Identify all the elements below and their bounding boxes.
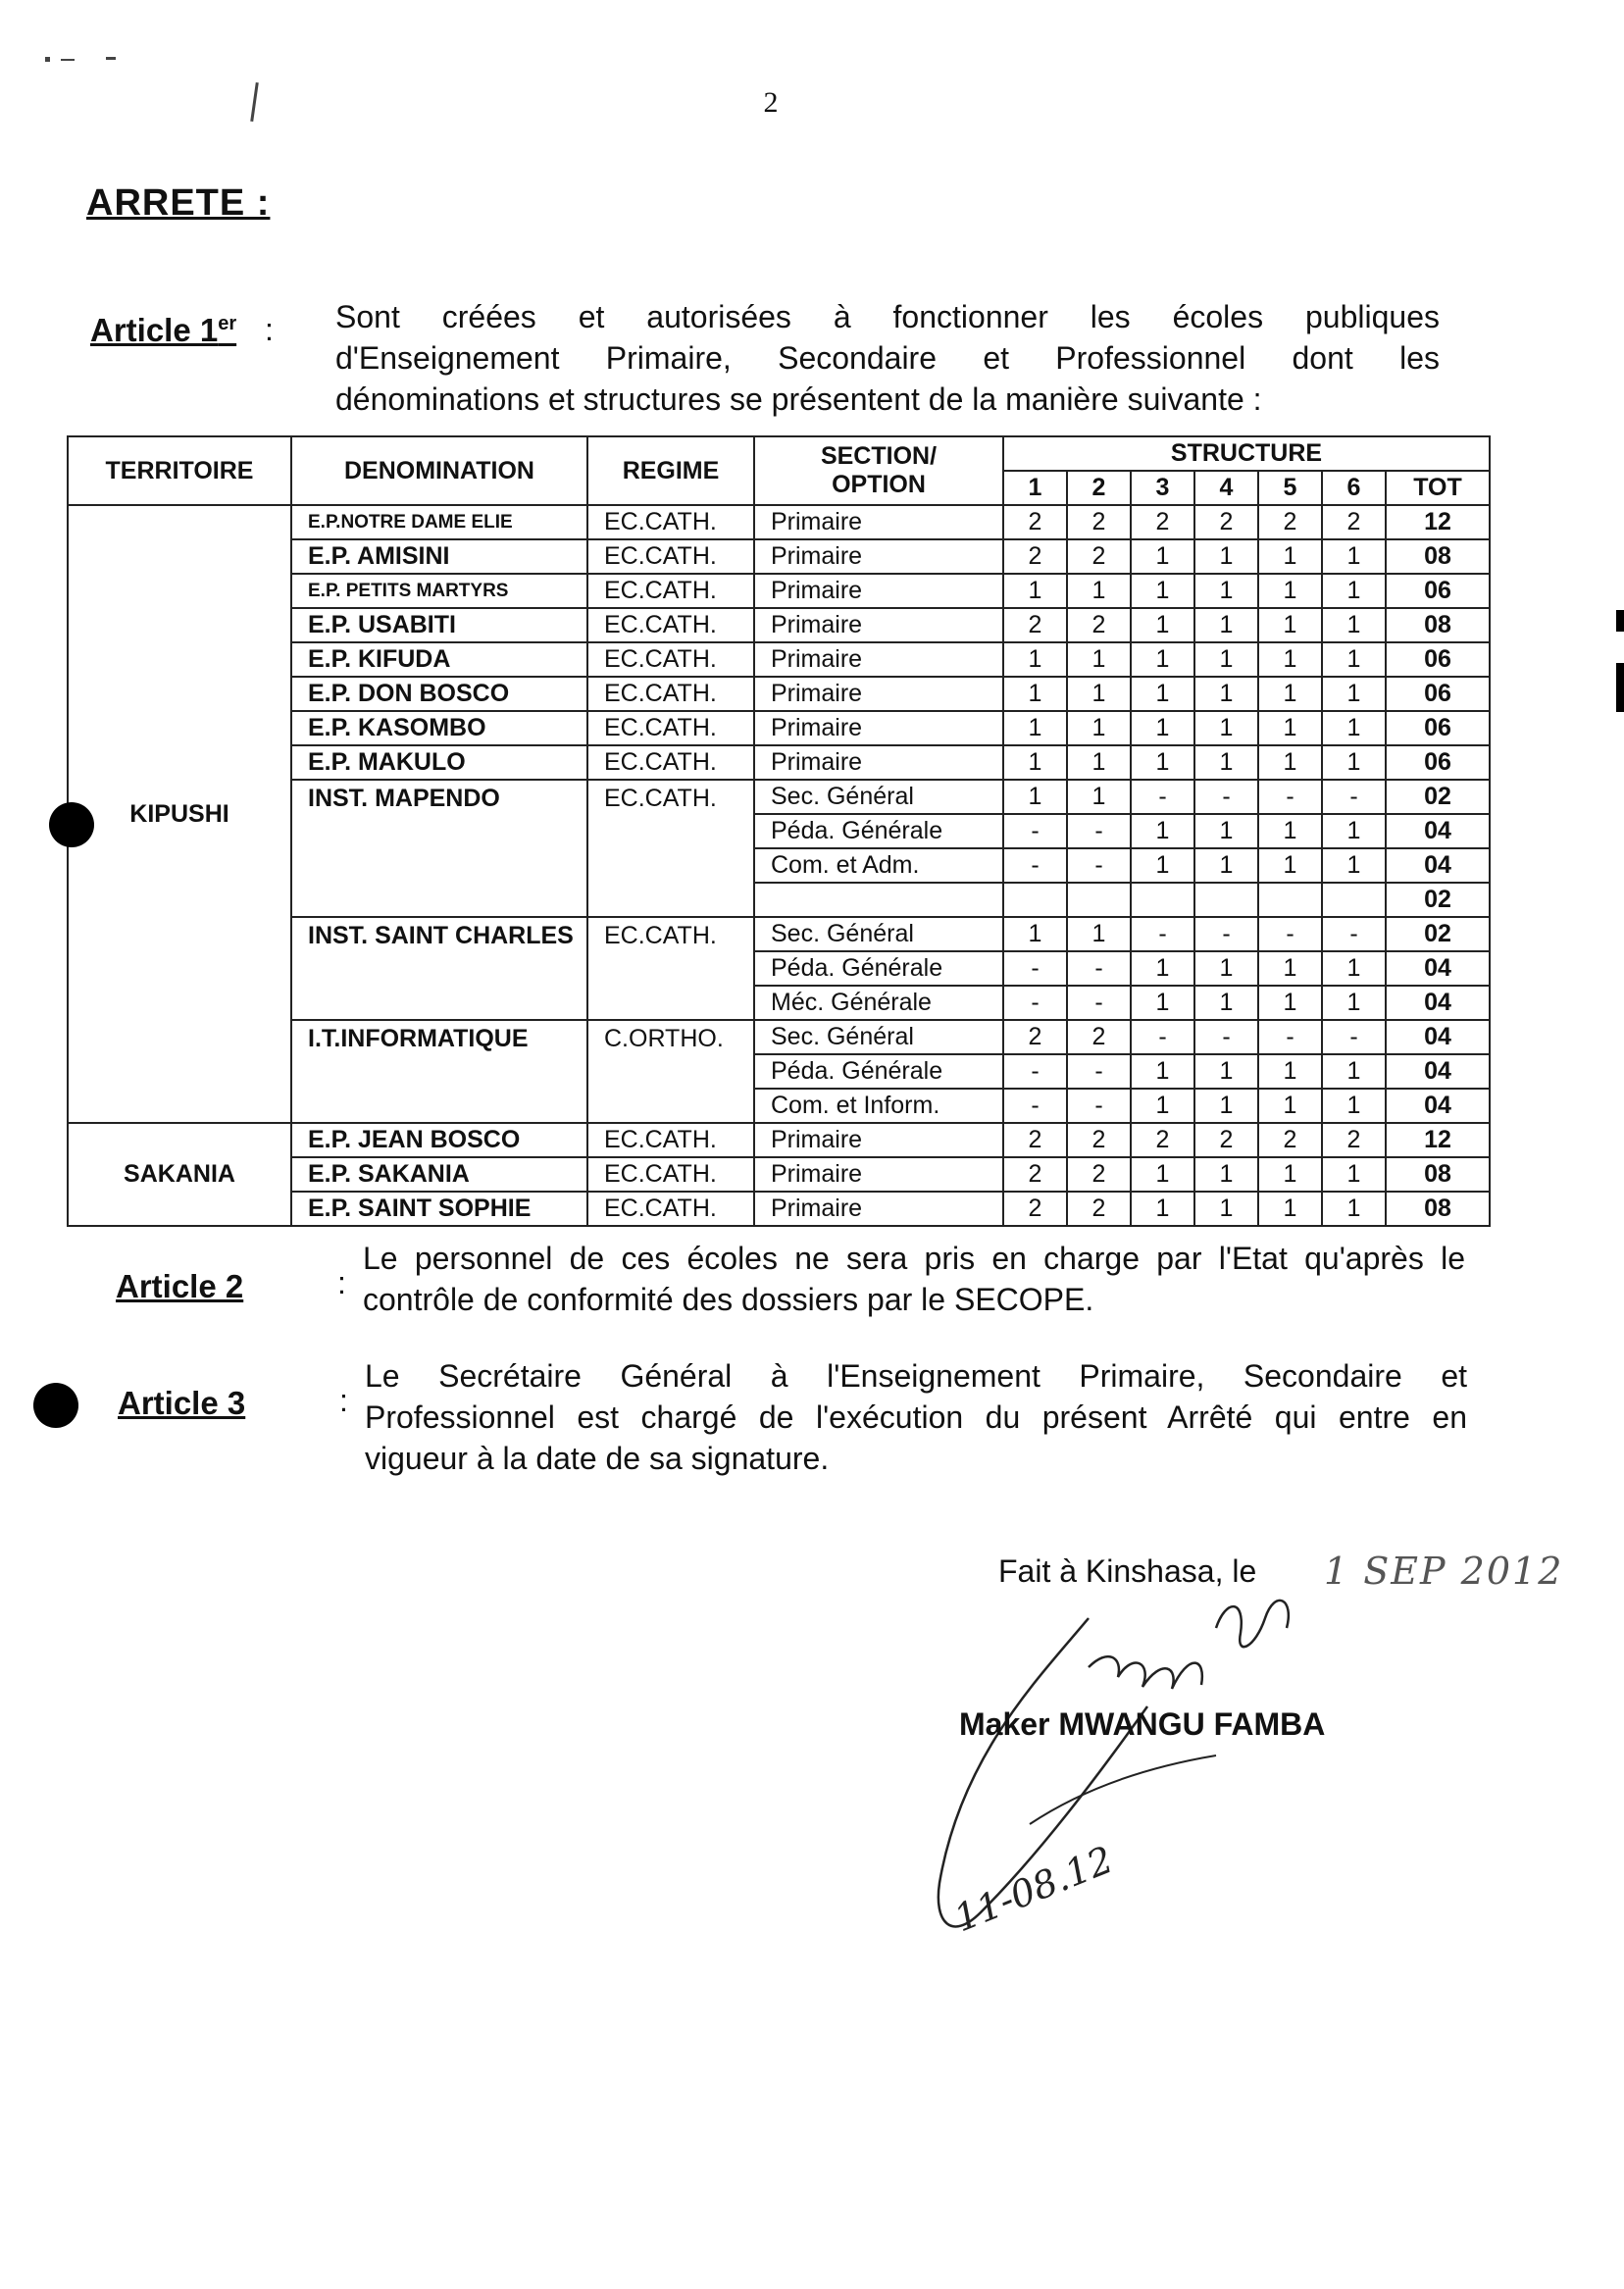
- structure-count-cell: -: [1131, 780, 1194, 814]
- structure-count-cell: -: [1258, 917, 1322, 951]
- article-1-line: dénominations et structures se présentent de la manière suivante :: [335, 382, 1262, 417]
- structure-count-cell: 2: [1003, 539, 1067, 574]
- structure-count-cell: 1: [1194, 539, 1258, 574]
- handwritten-signature: [922, 1559, 1471, 1952]
- scan-edge-mark: [1616, 663, 1624, 712]
- total-cell: 04: [1386, 814, 1490, 848]
- structure-count-cell: -: [1322, 780, 1386, 814]
- structure-count-cell: 1: [1131, 574, 1194, 608]
- structure-count-cell: 1: [1131, 1054, 1194, 1089]
- structure-count-cell: 1: [1194, 814, 1258, 848]
- section-option-cell: Com. et Inform.: [754, 1089, 1003, 1123]
- signatory-name: Maker MWANGU FAMBA: [959, 1706, 1326, 1742]
- structure-count-cell: 2: [1003, 1192, 1067, 1226]
- scan-speck: [61, 59, 75, 61]
- structure-count-cell: 2: [1067, 505, 1131, 539]
- territory-cell: SAKANIA: [68, 1123, 291, 1226]
- structure-count-cell: 1: [1322, 848, 1386, 883]
- structure-count-cell: 1: [1258, 677, 1322, 711]
- structure-count-cell: 2: [1067, 608, 1131, 642]
- regime-cell: EC.CATH.: [587, 505, 754, 539]
- header-col-1: 1: [1003, 471, 1067, 505]
- structure-count-cell: 1: [1003, 745, 1067, 780]
- structure-count-cell: 1: [1322, 814, 1386, 848]
- scan-edge-mark: [1616, 610, 1624, 632]
- scan-mark: [250, 82, 259, 122]
- header-col-4: 4: [1194, 471, 1258, 505]
- regime-cell: EC.CATH.: [587, 574, 754, 608]
- structure-count-cell: -: [1131, 917, 1194, 951]
- structure-count-cell: 1: [1258, 711, 1322, 745]
- structure-count-cell: 1: [1258, 951, 1322, 986]
- school-name-cell: E.P. PETITS MARTYRS: [291, 574, 587, 608]
- structure-count-cell: 1: [1131, 1089, 1194, 1123]
- structure-count-cell: 1: [1003, 917, 1067, 951]
- structure-count-cell: [1194, 883, 1258, 917]
- total-cell: 02: [1386, 883, 1490, 917]
- page-heading: ARRETE :: [86, 182, 271, 224]
- structure-table-container: [67, 435, 1489, 1227]
- school-name-cell: E.P.NOTRE DAME ELIE: [291, 505, 587, 539]
- structure-count-cell: 1: [1322, 677, 1386, 711]
- total-cell: 04: [1386, 1020, 1490, 1054]
- structure-count-cell: 1: [1194, 1054, 1258, 1089]
- structure-count-cell: 1: [1258, 1157, 1322, 1192]
- school-name-cell: E.P. USABITI: [291, 608, 587, 642]
- structure-count-cell: 1: [1258, 539, 1322, 574]
- structure-count-cell: -: [1003, 986, 1067, 1020]
- structure-count-cell: 2: [1067, 1020, 1131, 1054]
- school-name-cell: E.P. AMISINI: [291, 539, 587, 574]
- header-territoire: TERRITOIRE: [68, 436, 291, 505]
- structure-count-cell: 1: [1258, 1089, 1322, 1123]
- structure-count-cell: 1: [1322, 1192, 1386, 1226]
- section-option-cell: Primaire: [754, 608, 1003, 642]
- structure-count-cell: -: [1067, 951, 1131, 986]
- structure-count-cell: [1131, 883, 1194, 917]
- structure-count-cell: -: [1322, 1020, 1386, 1054]
- article-3-colon: :: [339, 1383, 348, 1418]
- structure-count-cell: 1: [1003, 677, 1067, 711]
- structure-count-cell: 1: [1258, 574, 1322, 608]
- structure-count-cell: -: [1067, 1054, 1131, 1089]
- total-cell: 04: [1386, 951, 1490, 986]
- structure-count-cell: 2: [1067, 1192, 1131, 1226]
- structure-count-cell: 1: [1131, 1192, 1194, 1226]
- article-1-label-sup: er: [218, 313, 237, 334]
- section-option-cell: Primaire: [754, 711, 1003, 745]
- article-2-line: Le personnel de ces écoles ne sera pris en charge par l'Etat qu'après le: [363, 1241, 1465, 1276]
- total-cell: 04: [1386, 986, 1490, 1020]
- section-option-cell: Primaire: [754, 539, 1003, 574]
- section-option-cell: Primaire: [754, 505, 1003, 539]
- structure-count-cell: 1: [1194, 745, 1258, 780]
- structure-count-cell: 1: [1322, 1157, 1386, 1192]
- structure-count-cell: 2: [1003, 1020, 1067, 1054]
- section-option-cell: Primaire: [754, 1157, 1003, 1192]
- header-col-2: 2: [1067, 471, 1131, 505]
- structure-count-cell: 1: [1003, 780, 1067, 814]
- structure-count-cell: 1: [1003, 574, 1067, 608]
- structure-count-cell: 1: [1258, 1054, 1322, 1089]
- structure-count-cell: 1: [1322, 539, 1386, 574]
- structure-count-cell: 2: [1003, 608, 1067, 642]
- article-3-line: vigueur à la date de sa signature.: [365, 1441, 830, 1476]
- regime-cell: EC.CATH.: [587, 917, 754, 1020]
- structure-count-cell: 1: [1067, 745, 1131, 780]
- section-option-cell: Primaire: [754, 1192, 1003, 1226]
- total-cell: 06: [1386, 574, 1490, 608]
- header-section: SECTION/: [820, 442, 938, 470]
- article-1-line: d'Enseignement Primaire, Secondaire et Professionnel dont les: [335, 340, 1440, 376]
- total-cell: 08: [1386, 1192, 1490, 1226]
- structure-count-cell: 1: [1194, 642, 1258, 677]
- structure-count-cell: 2: [1322, 505, 1386, 539]
- structure-count-cell: -: [1194, 1020, 1258, 1054]
- structure-count-cell: 2: [1322, 1123, 1386, 1157]
- structure-count-cell: 1: [1258, 608, 1322, 642]
- section-option-cell: Méc. Générale: [754, 986, 1003, 1020]
- school-name-cell: I.T.INFORMATIQUE: [291, 1020, 587, 1123]
- structure-count-cell: 1: [1067, 917, 1131, 951]
- header-col-6: 6: [1322, 471, 1386, 505]
- structure-count-cell: 1: [1131, 745, 1194, 780]
- header-structure: STRUCTURE: [1003, 436, 1490, 471]
- structure-count-cell: 1: [1322, 986, 1386, 1020]
- structure-count-cell: 1: [1131, 642, 1194, 677]
- structure-count-cell: 1: [1258, 814, 1322, 848]
- structure-count-cell: [1322, 883, 1386, 917]
- structure-count-cell: 1: [1194, 677, 1258, 711]
- total-cell: 06: [1386, 711, 1490, 745]
- structure-count-cell: 1: [1194, 711, 1258, 745]
- article-3-label: Article 3: [118, 1385, 246, 1421]
- header-denomination: DENOMINATION: [291, 436, 587, 505]
- article-3-text: [365, 1355, 1467, 1479]
- structure-count-cell: [1067, 883, 1131, 917]
- header-col-5: 5: [1258, 471, 1322, 505]
- section-option-cell: Péda. Générale: [754, 814, 1003, 848]
- article-1-colon: :: [265, 312, 274, 347]
- structure-count-cell: 1: [1322, 711, 1386, 745]
- structure-count-cell: -: [1003, 848, 1067, 883]
- article-1-text: [335, 296, 1440, 420]
- article-2-colon: :: [337, 1265, 346, 1300]
- structure-count-cell: 1: [1067, 711, 1131, 745]
- structure-count-cell: 1: [1258, 848, 1322, 883]
- total-cell: 08: [1386, 608, 1490, 642]
- article-1-line: Sont créées et autorisées à fonctionner les écoles publiques: [335, 299, 1440, 334]
- total-cell: 06: [1386, 642, 1490, 677]
- structure-count-cell: -: [1258, 1020, 1322, 1054]
- header-regime: REGIME: [587, 436, 754, 505]
- regime-cell: EC.CATH.: [587, 711, 754, 745]
- total-cell: 04: [1386, 848, 1490, 883]
- structure-count-cell: -: [1067, 986, 1131, 1020]
- structure-count-cell: 1: [1131, 951, 1194, 986]
- structure-count-cell: 1: [1131, 848, 1194, 883]
- regime-cell: EC.CATH.: [587, 642, 754, 677]
- scan-speck: [45, 57, 50, 62]
- structure-count-cell: 1: [1258, 1192, 1322, 1226]
- structure-count-cell: 1: [1322, 1054, 1386, 1089]
- structure-count-cell: 2: [1067, 1123, 1131, 1157]
- section-option-cell: Péda. Générale: [754, 951, 1003, 986]
- structure-count-cell: 1: [1131, 677, 1194, 711]
- section-option-cell: Primaire: [754, 642, 1003, 677]
- school-name-cell: E.P. MAKULO: [291, 745, 587, 780]
- total-cell: 04: [1386, 1089, 1490, 1123]
- structure-count-cell: -: [1067, 848, 1131, 883]
- structure-count-cell: [1003, 883, 1067, 917]
- structure-count-cell: 2: [1131, 1123, 1194, 1157]
- section-option-cell: Sec. Général: [754, 917, 1003, 951]
- section-option-cell: Com. et Adm.: [754, 848, 1003, 883]
- table-row: [68, 1123, 1490, 1157]
- structure-count-cell: 1: [1258, 745, 1322, 780]
- section-option-cell: Primaire: [754, 745, 1003, 780]
- page-number: 2: [763, 86, 779, 119]
- structure-count-cell: 2: [1067, 1157, 1131, 1192]
- structure-count-cell: 1: [1322, 951, 1386, 986]
- regime-cell: EC.CATH.: [587, 745, 754, 780]
- header-col-tot: TOT: [1386, 471, 1490, 505]
- total-cell: 02: [1386, 917, 1490, 951]
- structure-count-cell: -: [1003, 1054, 1067, 1089]
- structure-count-cell: 2: [1258, 505, 1322, 539]
- section-option-cell: Primaire: [754, 574, 1003, 608]
- regime-cell: C.ORTHO.: [587, 1020, 754, 1123]
- total-cell: 12: [1386, 505, 1490, 539]
- structure-count-cell: 1: [1194, 951, 1258, 986]
- regime-cell: EC.CATH.: [587, 539, 754, 574]
- structure-count-cell: 1: [1131, 711, 1194, 745]
- structure-count-cell: 1: [1322, 1089, 1386, 1123]
- article-2-line: contrôle de conformité des dossiers par le SECOPE.: [363, 1282, 1094, 1317]
- structure-count-cell: 2: [1131, 505, 1194, 539]
- territory-cell: KIPUSHI: [68, 505, 291, 1123]
- school-name-cell: E.P. SAKANIA: [291, 1157, 587, 1192]
- structure-count-cell: 2: [1003, 505, 1067, 539]
- school-name-cell: E.P. SAINT SOPHIE: [291, 1192, 587, 1226]
- punch-hole: [33, 1383, 78, 1428]
- structure-count-cell: -: [1003, 951, 1067, 986]
- structure-count-cell: 1: [1003, 642, 1067, 677]
- section-option-cell: [754, 883, 1003, 917]
- school-name-cell: INST. SAINT CHARLES: [291, 917, 587, 1020]
- date-stamp: 1 SEP 2012: [1324, 1550, 1564, 1593]
- regime-cell: EC.CATH.: [587, 1157, 754, 1192]
- structure-count-cell: 2: [1258, 1123, 1322, 1157]
- structure-count-cell: 2: [1067, 539, 1131, 574]
- structure-count-cell: 2: [1194, 1123, 1258, 1157]
- regime-cell: EC.CATH.: [587, 1192, 754, 1226]
- structure-count-cell: -: [1067, 814, 1131, 848]
- punch-hole: [49, 802, 94, 847]
- structure-count-cell: 1: [1194, 1089, 1258, 1123]
- place-date: Fait à Kinshasa, le: [998, 1553, 1257, 1589]
- section-option-cell: Primaire: [754, 677, 1003, 711]
- section-option-cell: Sec. Général: [754, 780, 1003, 814]
- structure-count-cell: 1: [1067, 780, 1131, 814]
- regime-cell: EC.CATH.: [587, 780, 754, 917]
- structure-count-cell: 1: [1194, 986, 1258, 1020]
- total-cell: 08: [1386, 539, 1490, 574]
- school-name-cell: INST. MAPENDO: [291, 780, 587, 917]
- structure-count-cell: 1: [1194, 848, 1258, 883]
- section-option-cell: Sec. Général: [754, 1020, 1003, 1054]
- structure-count-cell: 1: [1131, 1157, 1194, 1192]
- school-name-cell: E.P. DON BOSCO: [291, 677, 587, 711]
- section-option-cell: Primaire: [754, 1123, 1003, 1157]
- article-1-label: [90, 312, 236, 349]
- header-option: OPTION: [832, 471, 926, 498]
- structure-count-cell: -: [1067, 1089, 1131, 1123]
- structure-count-cell: -: [1003, 814, 1067, 848]
- structure-table: [67, 435, 1491, 1227]
- structure-count-cell: -: [1322, 917, 1386, 951]
- school-name-cell: E.P. KIFUDA: [291, 642, 587, 677]
- structure-count-cell: 1: [1194, 1192, 1258, 1226]
- structure-count-cell: 1: [1322, 745, 1386, 780]
- regime-cell: EC.CATH.: [587, 677, 754, 711]
- structure-count-cell: 1: [1067, 574, 1131, 608]
- structure-count-cell: 1: [1131, 608, 1194, 642]
- article-1-label-text: Article 1: [90, 312, 219, 348]
- article-2-text: [363, 1238, 1465, 1320]
- article-3-line: Le Secrétaire Général à l'Enseignement Primaire, Secondaire et: [365, 1358, 1467, 1394]
- total-cell: 02: [1386, 780, 1490, 814]
- article-3-line: Professionnel est chargé de l'exécution du présent Arrêté qui entre en: [365, 1399, 1467, 1435]
- structure-count-cell: 1: [1131, 814, 1194, 848]
- total-cell: 12: [1386, 1123, 1490, 1157]
- total-cell: 04: [1386, 1054, 1490, 1089]
- header-col-3: 3: [1131, 471, 1194, 505]
- school-name-cell: E.P. KASOMBO: [291, 711, 587, 745]
- total-cell: 06: [1386, 745, 1490, 780]
- structure-count-cell: 2: [1003, 1123, 1067, 1157]
- structure-count-cell: 1: [1258, 642, 1322, 677]
- section-option-cell: Péda. Générale: [754, 1054, 1003, 1089]
- structure-count-cell: 1: [1194, 1157, 1258, 1192]
- structure-count-cell: 1: [1131, 539, 1194, 574]
- structure-count-cell: 1: [1067, 642, 1131, 677]
- structure-count-cell: 1: [1003, 711, 1067, 745]
- table-row: [68, 505, 1490, 539]
- total-cell: 08: [1386, 1157, 1490, 1192]
- table-header-row: [68, 436, 1490, 471]
- school-name-cell: E.P. JEAN BOSCO: [291, 1123, 587, 1157]
- structure-count-cell: 1: [1194, 574, 1258, 608]
- header-section-option: [754, 436, 1003, 505]
- handwritten-date: 11-08.12: [947, 1837, 1119, 1941]
- structure-count-cell: 1: [1322, 608, 1386, 642]
- structure-count-cell: 1: [1322, 642, 1386, 677]
- structure-count-cell: -: [1003, 1089, 1067, 1123]
- article-2-label: Article 2: [116, 1268, 244, 1304]
- structure-count-cell: 1: [1194, 608, 1258, 642]
- structure-count-cell: 1: [1131, 986, 1194, 1020]
- structure-count-cell: 1: [1322, 574, 1386, 608]
- structure-count-cell: 1: [1258, 986, 1322, 1020]
- structure-count-cell: 1: [1067, 677, 1131, 711]
- regime-cell: EC.CATH.: [587, 1123, 754, 1157]
- structure-count-cell: -: [1258, 780, 1322, 814]
- structure-count-cell: -: [1194, 780, 1258, 814]
- structure-count-cell: 2: [1003, 1157, 1067, 1192]
- scan-speck: [106, 57, 116, 60]
- regime-cell: EC.CATH.: [587, 608, 754, 642]
- total-cell: 06: [1386, 677, 1490, 711]
- structure-count-cell: [1258, 883, 1322, 917]
- structure-count-cell: -: [1131, 1020, 1194, 1054]
- structure-count-cell: -: [1194, 917, 1258, 951]
- structure-count-cell: 2: [1194, 505, 1258, 539]
- table-body: [68, 505, 1490, 1226]
